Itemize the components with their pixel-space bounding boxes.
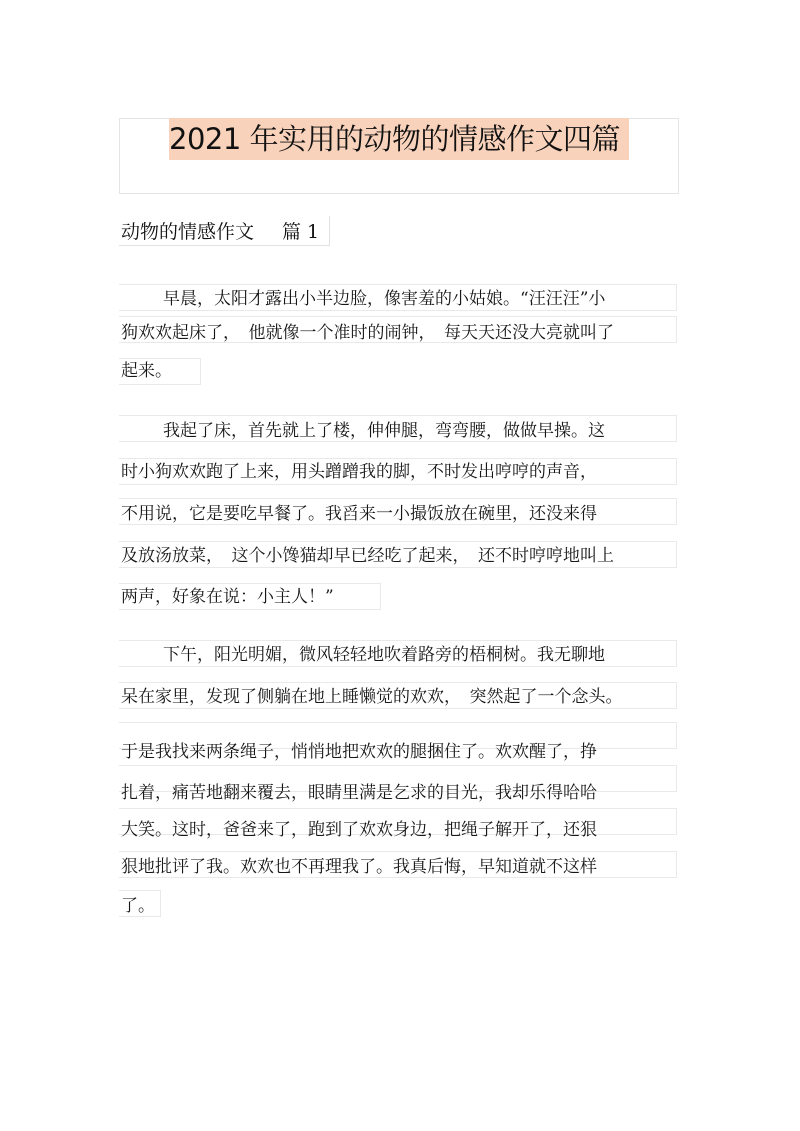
paragraph-line: 两声，好象在说：小主人！” <box>121 587 334 607</box>
paragraph-line: 狗欢欢起床了， 他就像一个准时的闹钟， 每天天还没大亮就叫了 <box>121 323 614 343</box>
paragraph-line: 大笑。这时，爸爸来了，跑到了欢欢身边，把绳子解开了，还狠 <box>121 820 597 840</box>
document-title: 2021 年实用的动物的情感作文四篇 <box>169 122 621 156</box>
paragraph-line: 呆在家里，发现了侧躺在地上睡懒觉的欢欢， 突然起了一个念头。 <box>121 687 623 707</box>
paragraph-line: 早晨，太阳才露出小半边脸，像害羞的小姑娘。“汪汪汪”小 <box>163 289 606 309</box>
paragraph-line: 及放汤放菜， 这个小馋猫却早已经吃了起来， 还不时哼哼地叫上 <box>121 546 614 566</box>
paragraph-line: 扎着，痛苦地翻来覆去，眼睛里满是乞求的目光，我却乐得哈哈 <box>121 783 597 803</box>
paragraph-line: 了。 <box>121 896 155 916</box>
section-heading-number: 篇 1 <box>282 221 320 243</box>
paragraph-line: 时小狗欢欢跑了上来，用头蹭蹭我的脚，不时发出哼哼的声音， <box>121 462 597 482</box>
paragraph-line: 起来。 <box>121 361 172 381</box>
paragraph-line: 不用说，它是要吃早餐了。我舀来一小撮饭放在碗里，还没来得 <box>121 504 597 524</box>
section-heading-text: 动物的情感作文 <box>121 221 255 243</box>
paragraph-line: 于是我找来两条绳子，悄悄地把欢欢的腿捆住了。欢欢醒了，挣 <box>121 742 597 762</box>
paragraph-line: 我起了床，首先就上了楼，伸伸腿，弯弯腰，做做早操。这 <box>163 421 605 441</box>
paragraph-line: 狠地批评了我。欢欢也不再理我了。我真后悔，早知道就不这样 <box>121 857 597 877</box>
paragraph-line: 下午，阳光明媚，微风轻轻地吹着路旁的梧桐树。我无聊地 <box>163 645 605 665</box>
section-heading <box>121 219 319 245</box>
